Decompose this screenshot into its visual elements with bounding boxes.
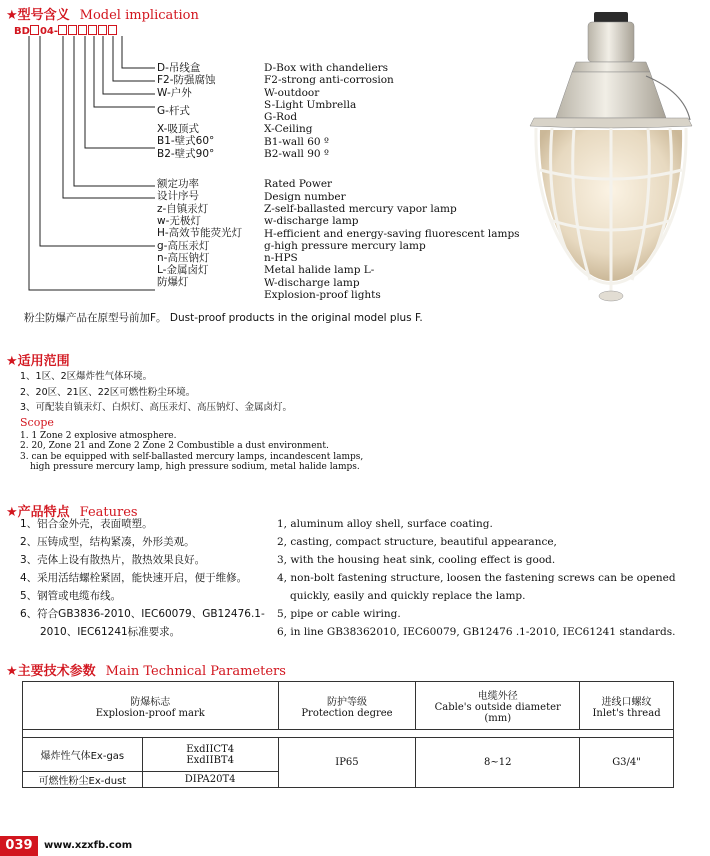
page-number: 039 (0, 836, 38, 856)
model-section-title: ★型号含义 Model implication (6, 8, 199, 23)
features-section-title: ★产品特点 Features (6, 505, 138, 520)
header-cable: 电缆外径 Cable's outside diameter (mm) (416, 682, 580, 730)
scope-section-title: ★适用范围 (6, 354, 70, 369)
features-list-cn: 1、铝合金外壳，表面喷塑。 2、压铸成型，结构紧凑，外形美观。 3、壳体上设有散热片，散热效果良好。 4、采用活结螺栓紧固，能快速开启，便于维修。 5、钢管或电缆布线。 6、符合GB3836-2010、IEC60079、GB12476.1- 2010、IEC61241标准要求。 (20, 518, 265, 638)
features-list-en: 1, aluminum alloy shell, surface coating. 2, casting, compact structure, beautiful appearance, 3, with the housing heat sink, cooling effect is good. 4, non-bolt fastening structure, loosen the fastening screws can be opened quickly, easily and quickly replace the lamp. 5, pipe or cable wiring. 6, in line GB38362010, IEC60079, GB12476 .1-2010, IEC61241 standards. (277, 518, 676, 638)
header-thread: 进线口螺纹 Inlet's thread (580, 682, 674, 730)
cable-value: 8~12 (416, 738, 580, 788)
tech-params-table (22, 681, 674, 788)
scope-title-en: Scope (20, 416, 54, 429)
scope-list-en: 1. 1 Zone 2 explosive atmosphere. 2. 20, Zone 21 and Zone 2 Zone 2 Combustible a dust environment. 3. can be equipped with self-ballasted mercury lamps, incandescent lamps, high pressure mercury lamp, high pressure sodium, metal halide lamps. (20, 431, 364, 472)
thread-value: G3/4" (580, 738, 674, 788)
explosion-proof-lamp-image (516, 10, 706, 310)
model-codes-en: D-Box with chandeliers F2-strong anti-corrosion W-outdoor S-Light Umbrella G-Rod X-Ceiling B1-wall 60 º B2-wall 90 º Rated Power Design number Z-self-ballasted mercury vapor lamp w-discharge lamp H-efficient and energy-saving fluorescent lamps g-high pressure mercury lamp n-HPS Metal halide lamp L- W-discharge lamp Explosion-proof lights (264, 62, 520, 302)
row-ex-dust-mark: DIPA20T4 (142, 772, 278, 788)
table-row (23, 738, 674, 772)
model-codes-cn: D-吊线盒 F2-防强腐蚀 W-户外 G-杆式 X-吸顶式 B1-壁式60° B2-壁式90° 额定功率 设计序号 z-自镇汞灯 w-无极灯 H-高效节能荧光灯 g-高压汞灯 n-高压钠灯 L-金属卤灯 防爆灯 (157, 62, 243, 289)
row-ex-gas-label: 爆炸性气体Ex-gas (23, 738, 143, 772)
website-link[interactable]: www.xzxfb.com (44, 840, 133, 851)
row-ex-dust-label: 可燃性粉尘Ex-dust (23, 772, 143, 788)
header-explosion-mark: 防爆标志 Explosion-proof mark (23, 682, 279, 730)
model-code: BD 04- (14, 25, 118, 37)
table-header-row (23, 682, 674, 730)
row-ex-gas-mark: ExdIICT4 ExdIIBT4 (142, 738, 278, 772)
header-protection: 防护等级 Protection degree (278, 682, 416, 730)
scope-list-cn: 1、1区、2区爆炸性气体环境。 2、20区、21区、22区可燃性粉尘环境。 3、可配装自镇汞灯、白炽灯、高压汞灯、高压钠灯、金属卤灯。 (20, 371, 293, 413)
dust-proof-note: 粉尘防爆产品在原型号前加F。 Dust-proof products in the original model plus F. (24, 312, 423, 324)
protection-value: IP65 (278, 738, 416, 788)
tech-section-title: ★主要技术参数 Main Technical Parameters (6, 664, 286, 679)
